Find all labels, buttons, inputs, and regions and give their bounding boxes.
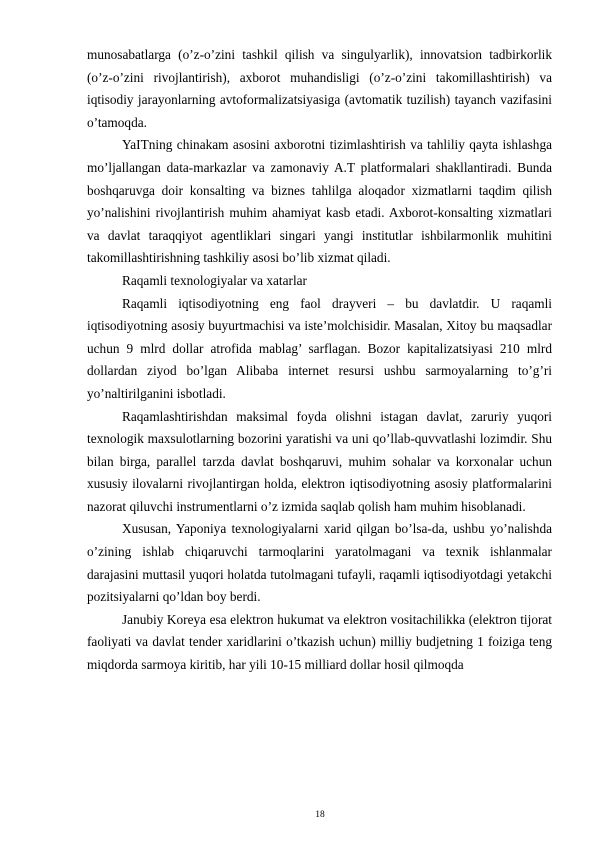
paragraph-state-driver: Raqamli iqtisodiyotning eng faol drayveri – bu davlatdir. U raqamli iqtisodiyotning asosiy buyurtmachisi va iste’molchisidir. Masalan, Xitoy bu maqsadlar uchun 9 mlrd dollar atrofida mablag’ sarflagan. Bozor kapitalizatsiyasi 210 mlrd dollardan ziyod bo’lgan Alibaba internet resursi ushbu sarmoyalarning to’g’ri yo’naltirilganini isbotladi. (87, 295, 552, 401)
paragraph-south-korea: Janubiy Koreya esa elektron hukumat va elektron vositachilikka (elektron tijorat faoliyati va davlat tender xaridlarini o’tkazish uchun) milliy budjetning 1 foiziga teng miqdorda sarmoya kiritib, har yili 10-15 milliard dollar hosil qilmoqda (87, 611, 552, 673)
page-number: 18 (315, 810, 325, 820)
paragraph-digitalization-benefit: Raqamlashtirishdan maksimal foyda olishni istagan davlat, zaruriy yuqori texnologik maxsulotlarning bozorini yaratishi va uni qo’llab-quvvatlashi lozimdir. Shu bilan birga, parallel tarzda davlat boshqaruvi, muhim sohalar va korxonalar uchun xususiy ilovalarni rivojlantirgan holda, elektron iqtisodiyotning asosiy platformalarini nazorat qiluvchi instrumentlarni o’z izmida saqlab qolish ham muhim hisoblanadi. (87, 408, 552, 514)
section-heading: Raqamli texnologiyalar va xatarlar (122, 272, 307, 288)
paragraph-yait-platforms: YaITning chinakam asosini axborotni tizimlashtirish va tahliliy qayta ishlashga mo’ljallangan data-markazlar va zamonaviy A.T platformalari shakllantiradi. Bunda boshqaruvga doir konsalting va biznes tahlilga aloqador xizmatlarni taqdim qilish yo’nalishini rivojlantirish muhim ahamiyat kasb etadi. Axborot-konsalting xizmatlari va davlat taraqqiyot agentliklari singari yangi institutlar ishbilarmonlik muhitini takomillashtirishning tashkiliy asosi bo’lib xizmat qiladi. (87, 137, 552, 266)
paragraph-continuation: munosabatlarga (o’z-o’zini tashkil qilish va singulyarlik), innovatsion tadbirkorlik (o’z-o’zini rivojlantirish), axborot muhandisligi (o’z-o’zini takomillashtirish) va iqtisodiy jarayonlarning avtoformalizatsiyasiga (avtomatik tuzilish) tayanch vazifasini o’tamoqda. (87, 47, 552, 130)
document-body (87, 44, 552, 677)
paragraph-japan: Xususan, Yaponiya texnologiyalarni xarid qilgan bo’lsa-da, ushbu yo’nalishda o’zining ishlab chiqaruvchi tarmoqlarini yaratolmagani va texnik ishlanmalar darajasini muttasil yuqori holatda tutolmagani tufayli, raqamli iqtisodiyotdagi yetakchi pozitsiyalarni qo’ldan boy berdi. (87, 521, 552, 605)
